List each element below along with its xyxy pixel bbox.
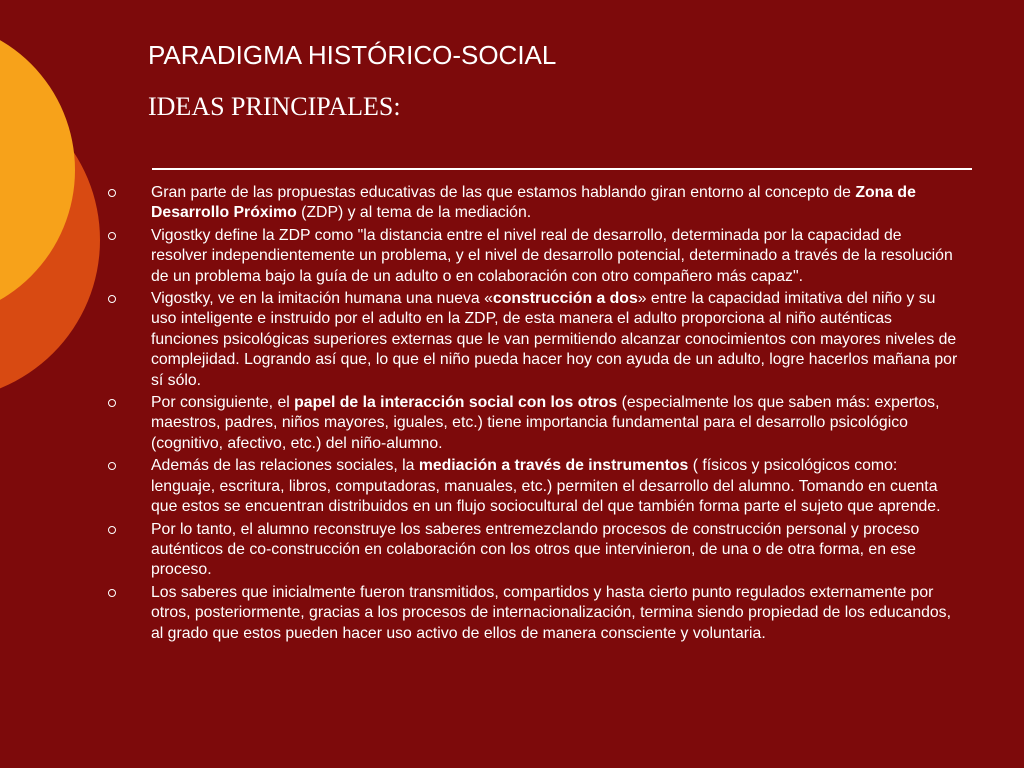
bullet-item: Por lo tanto, el alumno reconstruye los saberes entremezclando procesos de construcción personal y proceso auténticos de co-construcción en colaboración con los otros que intervinieron, de una o de otra forma, en ese proceso. <box>108 520 958 581</box>
bullet-item: Además de las relaciones sociales, la mediación a través de instrumentos ( físicos y psicológicos como: lenguaje, escritura, libros, computadoras, manuales, etc.) permiten el desarrollo del alumno. Tomando en cuenta que estos se encuentran distribuidos en un flujo sociocultural del que también forma parte el sujeto que aprende. <box>108 456 958 517</box>
bullet-circle-icon <box>108 526 116 534</box>
bullet-circle-icon <box>108 462 116 470</box>
bullet-item: Por consiguiente, el papel de la interacción social con los otros (especialmente los que saben más: expertos, maestros, padres, niños mayores, iguales, etc.) tiene importancia fundamental para el desarrollo psicológico (cognitivo, afectivo, etc.) del niño-alumno. <box>108 393 958 454</box>
bullet-list <box>108 183 958 646</box>
bullet-item: Los saberes que inicialmente fueron transmitidos, compartidos y hasta cierto punto regulados externamente por otros, posteriormente, gracias a los procesos de internacionalización, termina siendo propiedad de los educandos, al grado que estos pueden hacer uso activo de ellos de manera consciente y voluntaria. <box>108 583 958 644</box>
slide-title: PARADIGMA HISTÓRICO-SOCIAL <box>148 40 557 70</box>
bullet-circle-icon <box>108 189 116 197</box>
bullet-circle-icon <box>108 589 116 597</box>
bullet-circle-icon <box>108 399 116 407</box>
bullet-item: Vigostky, ve en la imitación humana una nueva «construcción a dos» entre la capacidad imitativa del niño y su uso inteligente e instruido por el adulto en la ZDP, de esta manera el adulto proporciona al niño auténticas funciones psicológicas superiores externas que le van permitiendo alcanzar conocimientos con mayores niveles de complejidad. Logrando así que, lo que el niño pueda hacer hoy con ayuda de un adulto, logre hacerlos mañana por sí sólo. <box>108 289 958 391</box>
bullet-circle-icon <box>108 295 116 303</box>
bullet-circle-icon <box>108 232 116 240</box>
title-divider <box>152 168 972 170</box>
slide-subtitle: IDEAS PRINCIPALES: <box>148 92 401 121</box>
bullet-item: Gran parte de las propuestas educativas de las que estamos hablando giran entorno al concepto de Zona de Desarrollo Próximo (ZDP) y al tema de la mediación. <box>108 183 958 224</box>
bullet-item: Vigostky define la ZDP como "la distancia entre el nivel real de desarrollo, determinada por la capacidad de resolver independientemente un problema, y el nivel de desarrollo potencial, determinado a través de la resolución de un problema bajo la guía de un adulto o en colaboración con otro compañero más capaz". <box>108 226 958 287</box>
